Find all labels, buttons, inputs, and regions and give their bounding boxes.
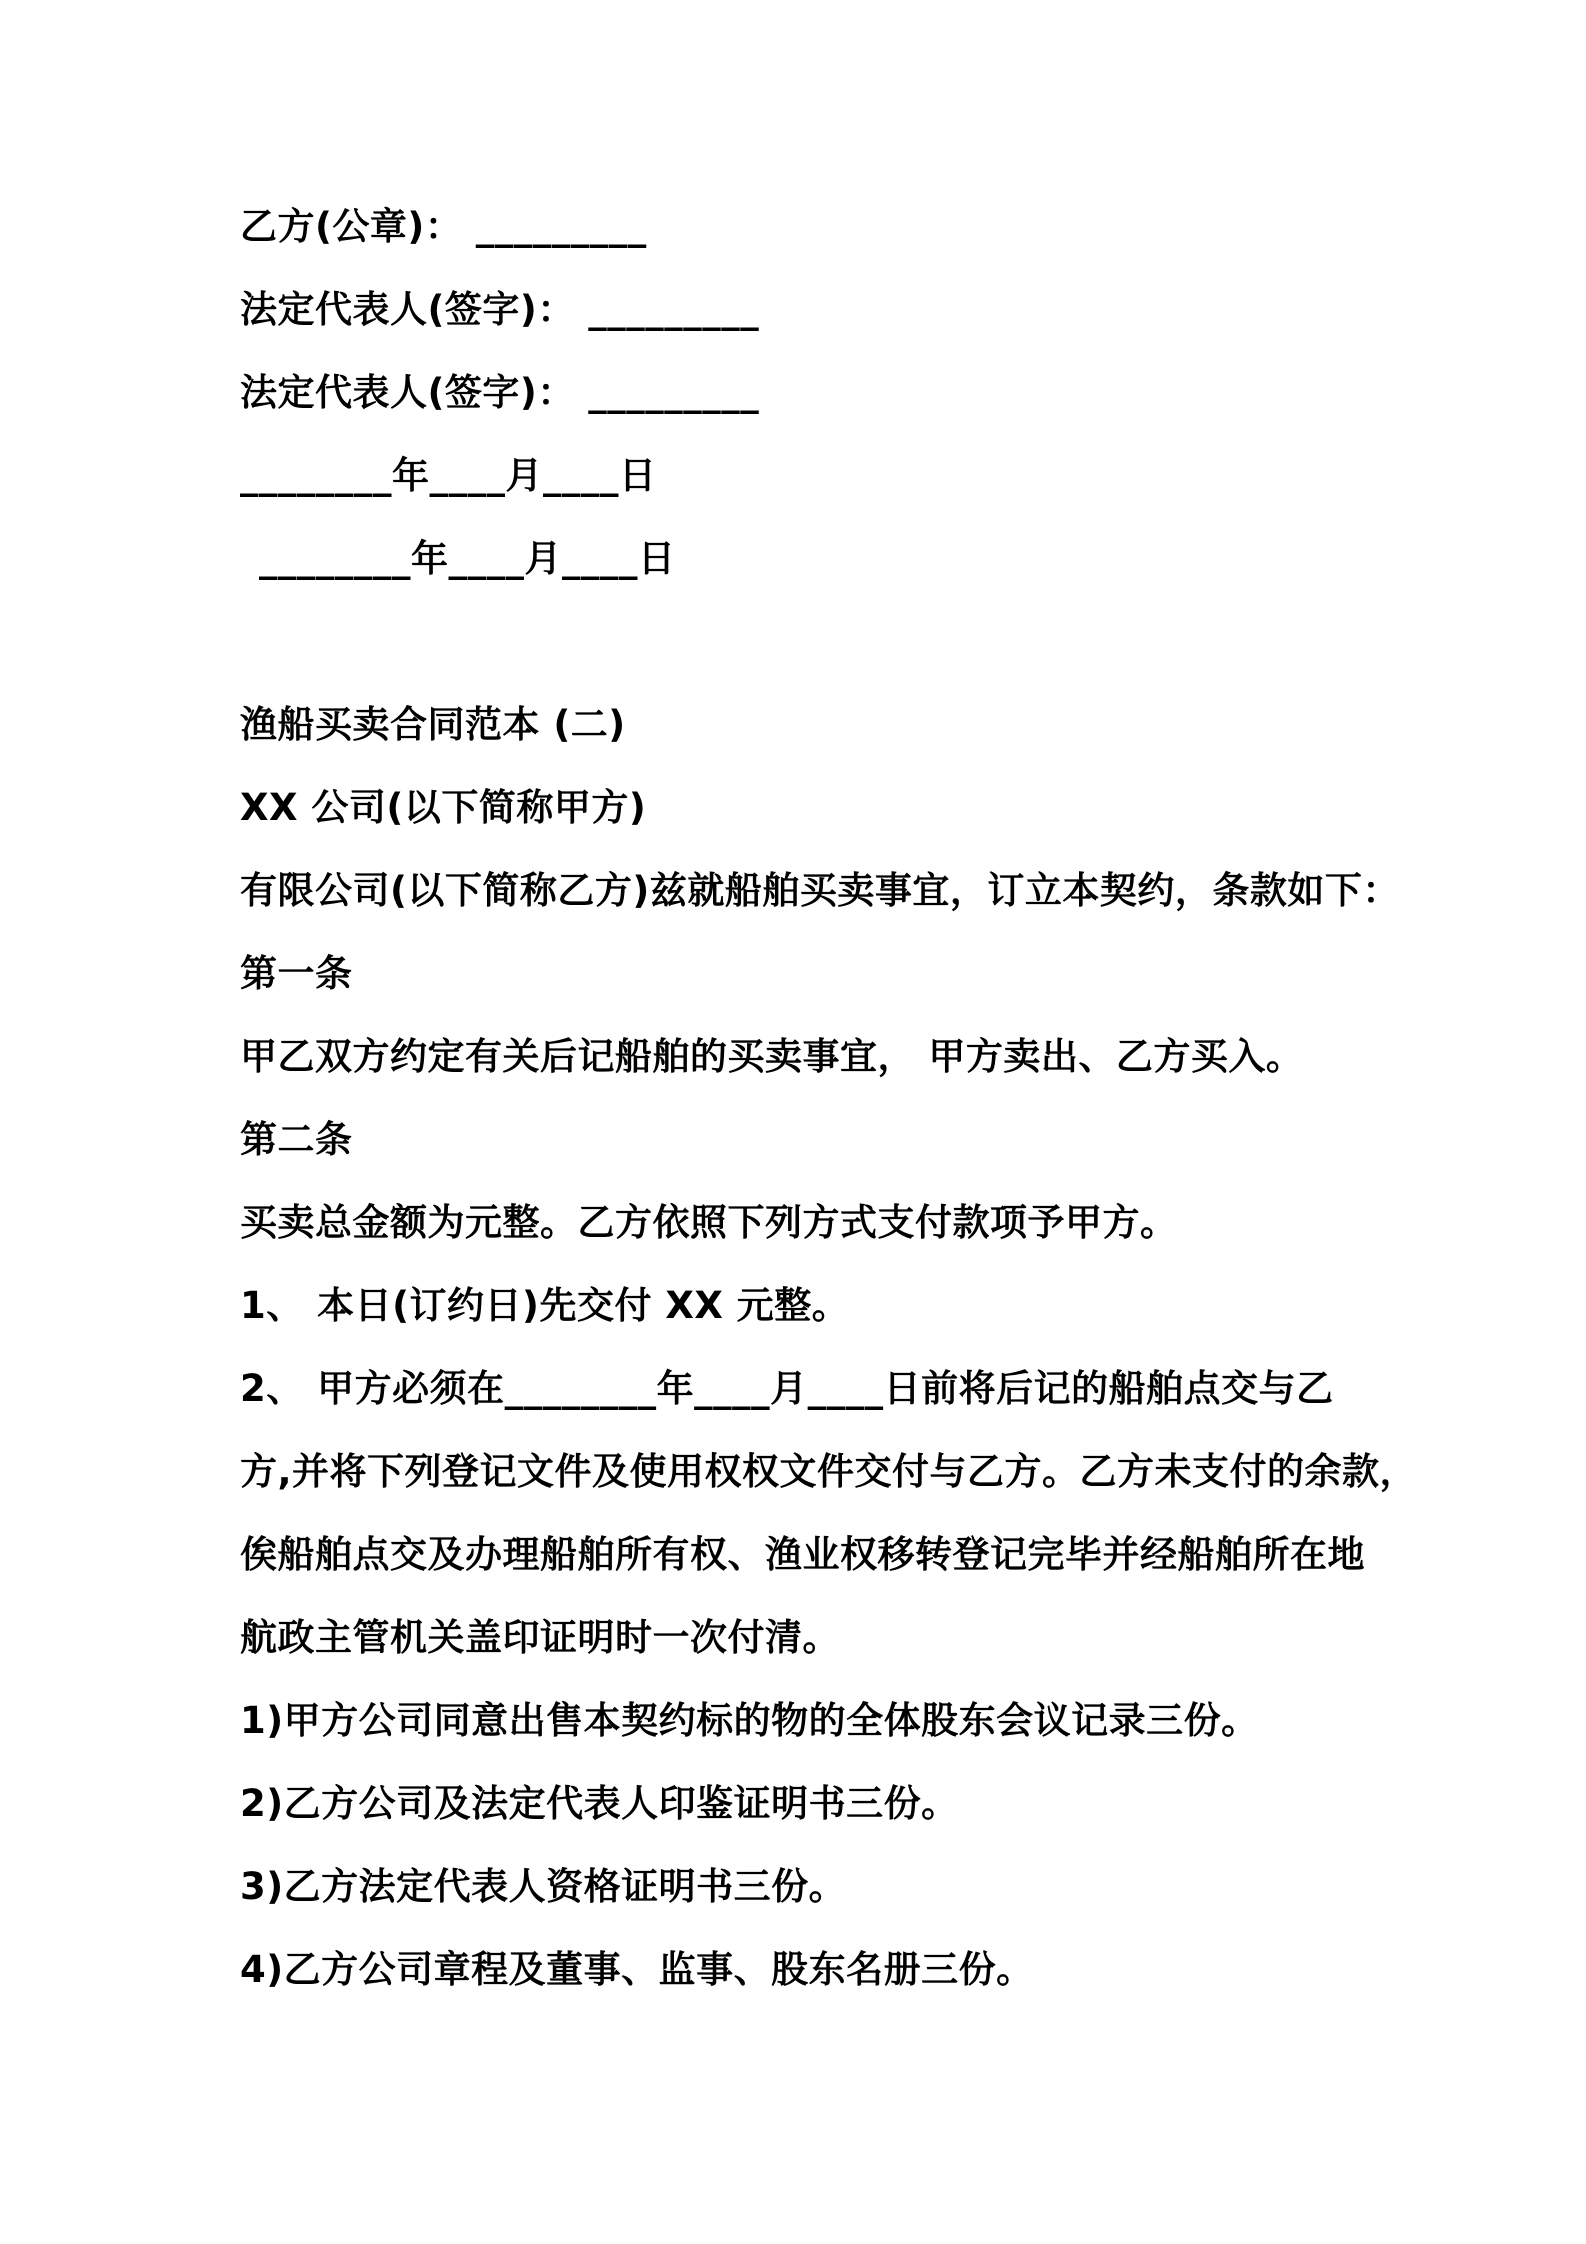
document-list-item-3: 3)乙方法定代表人资格证明书三份。: [240, 1865, 847, 1908]
legal-rep-signature-line-2: 法定代表人(签字)： _________: [240, 371, 760, 414]
article-1-heading: 第一条: [240, 952, 353, 995]
payment-item-2-line-2: 方,并将下列登记文件及使用权权文件交付与乙方。乙方未支付的余款，: [240, 1450, 1418, 1493]
article-1-body: 甲乙双方约定有关后记船舶的买卖事宜， 甲方卖出、乙方买入。: [240, 1035, 1304, 1078]
legal-rep-signature-line-1: 法定代表人(签字)： _________: [240, 288, 760, 331]
article-2-heading: 第二条: [240, 1118, 353, 1161]
document-list-item-4: 4)乙方公司章程及董事、监事、股东名册三份。: [240, 1948, 1034, 1991]
payment-item-2-line-4: 航政主管机关盖印证明时一次付清。: [240, 1616, 840, 1659]
date-line-2: ________年____月____日: [240, 537, 676, 580]
party-a-intro-line: XX 公司(以下简称甲方): [240, 786, 647, 829]
party-b-seal-line: 乙方(公章)： _________: [240, 205, 647, 248]
document-list-item-2: 2)乙方公司及法定代表人印鉴证明书三份。: [240, 1782, 959, 1825]
payment-item-2-line-1: 2、 甲方必须在________年____月____日前将后记的船舶点交与乙: [240, 1367, 1334, 1410]
document-list-item-1: 1)甲方公司同意出售本契约标的物的全体股东会议记录三份。: [240, 1699, 1259, 1742]
contract-document: [240, 185, 1440, 2011]
date-line-1: ________年____月____日: [240, 454, 657, 497]
party-b-intro-line: 有限公司(以下简称乙方)兹就船舶买卖事宜，订立本契约，条款如下：: [240, 869, 1400, 912]
payment-item-2-line-3: 俟船舶点交及办理船舶所有权、渔业权移转登记完毕并经船舶所在地: [240, 1533, 1365, 1576]
payment-item-1: 1、 本日(订约日)先交付 XX 元整。: [240, 1284, 850, 1327]
contract-subtitle: 渔船买卖合同范本 (二): [240, 703, 626, 746]
article-2-body: 买卖总金额为元整。乙方依照下列方式支付款项予甲方。: [240, 1201, 1178, 1244]
